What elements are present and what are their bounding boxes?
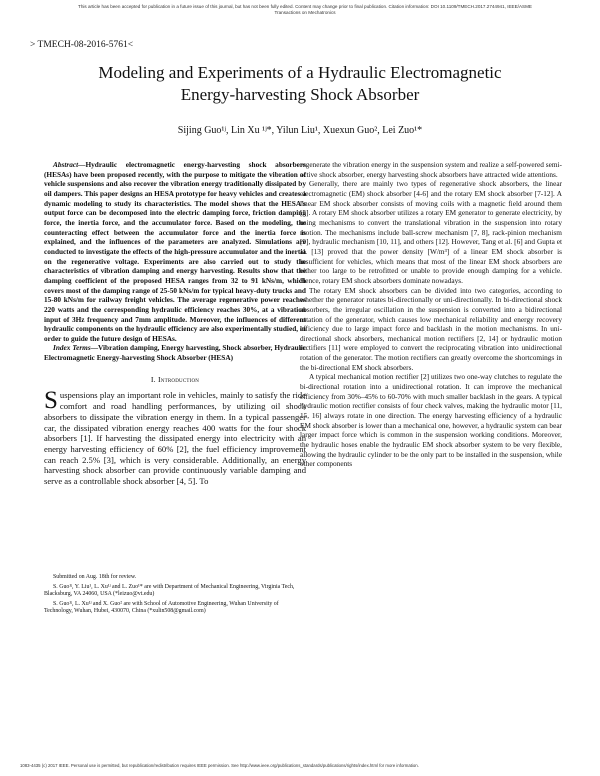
author-list: Sijing Guo¹ʲ, Lin Xu ¹ʲ*, Yilun Liu¹, Xuexun Guo², Lei Zuo¹*: [177, 125, 423, 136]
manuscript-id: > TMECH-08-2016-5761<: [30, 40, 134, 50]
abstract-text: —Hydraulic electromagnetic energy-harvesting shock absorbers (HESAs) have been proposed recently, with the purpose to mitigate the vibration of vehicle suspensions and also recover the vibration energy traditionally dissipated by oil dampers. This paper designs an HESA prototype for heavy vehicles and creates a dynamic modeling to study its characteristics. The model shows that the HESA's output force can be decomposed into the electric damping force, friction damping force, the inertia force, and the accumulator force. Based on the modeling, the counteracting effect between the accumulator force and the inertia force is explained, and the influences of the parameters are analyzed. Simulations are conducted to investigate the effects of the high-pressure accumulator and the inertia on the regenerative voltage. Experiments are also carried out to study the characteristics of vibration damping and energy harvesting. Results show that the damping coefficient of the proposed HESA ranges from 32 to 91 kNs/m, which covers most of the damping range of 25-50 kNs/m for typical heavy-duty trucks and 15-80 kNs/m for railway freight vehicles. The average regenerative power reaches 220 watts and the corresponding hydraulic efficiency reaches 30%, at a vibration input of 3Hz frequency and 7mm amplitude. Moreover, the influences of different hydraulic components on the hydraulic efficiency are also experimentally studied, in order to guide the future design of HESAs.: [44, 160, 306, 343]
drop-cap: S: [44, 387, 58, 415]
index-terms-text: —Vibration damping, Energy harvesting, Shock absorber, Hydraulic Electromagnetic Energy-harvesting Shock Absorber (HESA): [44, 343, 306, 363]
index-terms: [44, 343, 306, 362]
right-paragraph-4: A typical mechanical motion rectifier [2] utilizes two one-way clutches to regulate the bi-directional rotation into a unidirectional rotation. It can improve the mechanical efficiency from 30%–45% to 60-70% with much smaller backlash in the gears. A typical hydraulic motion rectifier consists of four check valves, making the hydraulic motor [11, 15, 16] always rotate in one direction. The energy harvesting efficiency of a hydraulic EM shock absorber is lower than a mechanical one, however, a hydraulic system can bear larger impact force which is common in the suspension working conditions. Moreover, the hydraulic hoses enable the hydraulic EM shock absorber system to be very flexible, allowing the hydraulic cylinder to be the only part to be installed in the suspension, while other components: [300, 372, 562, 469]
footnotes: [44, 574, 306, 618]
introduction-paragraph: [44, 387, 306, 487]
right-paragraph-3: The rotary EM shock absorbers can be divided into two categories, according to whether the generator rotates bi-directionally or uni-directionally. In bi-directional shock absorbers, the irregular oscillation in the suspension is converted into a bidirectional rotation of the generator, which causes low mechanical reliability and energy recovery efficiency due to large impact force and backlash in the motion mechanisms. In uni-directional shock absorbers, mechanical motion rectifiers [2, 14] or hydraulic motion rectifiers [11] were employed to convert the reciprocating vibration into unidirectional rotation of the generator. The motion rectifiers can greatly overcome the shortcomings in the bi-directional EM shock absorbers.: [300, 285, 562, 372]
right-paragraph-2: Generally, there are mainly two types of regenerative shock absorbers, the linear electromagnetic (EM) shock absorber [4-6] and the rotary EM shock absorber [7-12]. A linear EM shock absorber consists of moving coils with a magnetic field around them [5]. A rotary EM shock absorber utilizes a rotary EM generator to generate electricity, by using mechanisms to convert the translational vibration in the suspension into rotary motion. The mechanisms include ball-screw mechanism [7, 8], rack-pinion mechanism [9], hydraulic mechanism [10, 11], and others [12]. However, Tang et al. [6] and Gupta et al. [13] proved that the power density [W/m³] of a linear EM shock absorber is insufficient for vehicles, which means that most of the linear EM shock absorbers are either too large to be retrofitted or unable to provide enough damping for a vehicle. Hence, rotary EM shock absorbers dominate nowadays.: [300, 179, 562, 285]
publication-notice: [40, 4, 570, 15]
copyright-footer: 1083-4435 (c) 2017 IEEE. Personal use is permitted, but republication/redistribution requires IEEE permission. See http://www.ieee.org/publications_standards/publications/rights/index.html for more information.: [20, 763, 419, 768]
publication-notice-line2: Transactions on Mechatronics: [274, 9, 336, 15]
right-paragraph-1: regenerate the vibration energy in the suspension system and realize a self-powered semi-active shock absorber, energy harvesting shock absorbers have attracted wide attentions.: [300, 160, 562, 179]
section-heading-introduction: I. Introduction: [150, 374, 200, 384]
publication-notice-line1: This article has been accepted for publication in a future issue of this journal, but has not been fully edited. Content may change prior to final publication. Citation information: DOI 10.1109/TMECH.2017.2744941, IEEE/ASME: [78, 4, 532, 9]
right-column: [300, 160, 562, 469]
footnote-affiliation-vt: S. Guo¹ʲ, Y. Liu¹, L. Xu¹ʲ and L. Zuo¹* are with Department of Mechanical Engineering, Virginia Tech, Blacksburg, VA 24060, USA (*leizuo@vt.edu): [44, 583, 295, 598]
introduction-text: uspensions play an important role in vehicles, mainly to satisfy the ride comfort and road handling performances, by utilizing oil shock absorbers to dissipate the vibration energy in them. In a typical passenger car, the dissipated vibration energy reaches 400 watts for the four shock absorbers [1]. If harvesting the dissipated energy into electricity with an energy harvesting efficiency of 60% [2], the fuel efficiency improvement can reach 2.5% [3], which is very considerable. Additionally, an energy harvesting shock absorber can provide continuously variable damping and serve as a controllable shock absorber [4, 5]. To: [44, 390, 306, 487]
footnote-affiliation-wuhan: S. Guo¹ʲ, L. Xu¹ʲ and X. Guo² are with School of Automotive Engineering, Wuhan University of Technology, Wuhan, Hubei, 430070, China (*xulin508@gmail.com): [44, 600, 279, 615]
index-terms-label: Index Terms: [53, 343, 91, 353]
abstract: [44, 160, 306, 343]
paper-title-line1: Modeling and Experiments of a Hydraulic Electromagnetic: [98, 63, 502, 82]
footnote-submitted: Submitted on Aug. 18th for review.: [53, 574, 137, 580]
paper-title-line2: Energy-harvesting Shock Absorber: [180, 85, 420, 104]
left-column: [44, 160, 306, 487]
abstract-label: Abstract: [53, 160, 79, 169]
paper-title: [40, 62, 560, 106]
